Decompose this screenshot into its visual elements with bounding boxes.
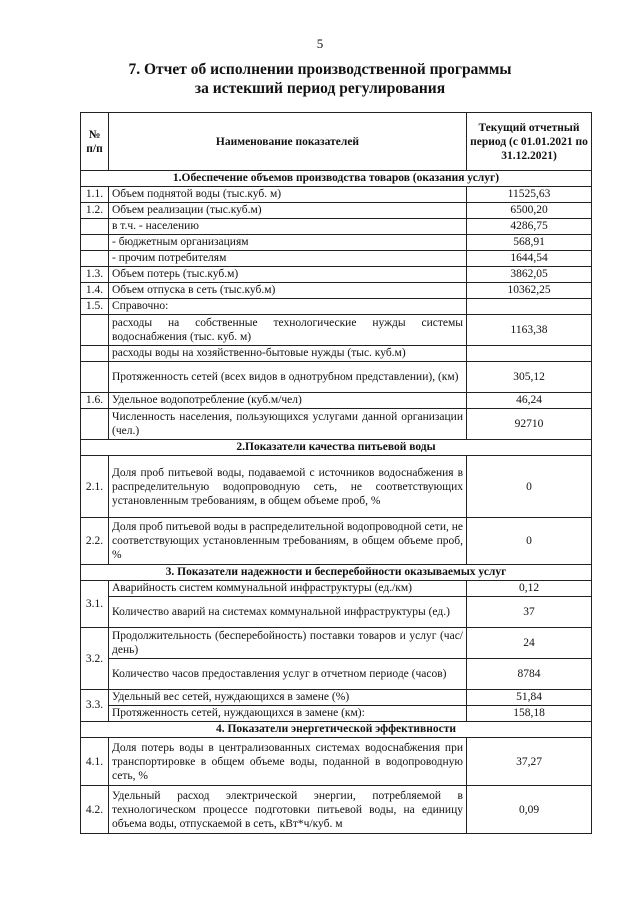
row-name: расходы воды на хозяйственно-бытовые нужды (тыс. куб.м) — [109, 346, 467, 362]
row-value: 1644,54 — [467, 251, 592, 267]
row-value: 0,12 — [467, 581, 592, 597]
row-name: расходы на собственные технологические нужды системы водоснабжения (тыс. куб. м) — [109, 315, 467, 346]
row-num — [81, 235, 109, 251]
row-name: Объем поднятой воды (тыс.куб. м) — [109, 187, 467, 203]
row-num: 4.1. — [81, 738, 109, 786]
row-value: 0,09 — [467, 786, 592, 834]
row-value: 11525,63 — [467, 187, 592, 203]
row-name: Количество часов предоставления услуг в отчетном периоде (часов) — [109, 659, 467, 690]
row-value: 158,18 — [467, 706, 592, 722]
row-num — [81, 219, 109, 235]
row-num: 1.3. — [81, 267, 109, 283]
row-value: 3862,05 — [467, 267, 592, 283]
row-name: Справочно: — [109, 299, 467, 315]
row-value: 51,84 — [467, 690, 592, 706]
section-3-title: 3. Показатели надежности и бесперебойности оказываемых услуг — [81, 565, 592, 581]
row-name: - прочим потребителям — [109, 251, 467, 267]
row-value: 37,27 — [467, 738, 592, 786]
table-row — [81, 219, 592, 235]
row-num: 4.2. — [81, 786, 109, 834]
row-value: 568,91 — [467, 235, 592, 251]
row-value: 10362,25 — [467, 283, 592, 299]
row-num: 1.4. — [81, 283, 109, 299]
section-4-title: 4. Показатели энергетической эффективности — [81, 722, 592, 738]
row-num — [81, 362, 109, 393]
document-title — [0, 60, 640, 98]
row-name: Количество аварий на системах коммунальной инфраструктуры (ед.) — [109, 597, 467, 628]
section-row — [81, 722, 592, 738]
row-num — [81, 315, 109, 346]
table-row — [81, 362, 592, 393]
row-num: 3.3. — [81, 690, 109, 722]
table-row — [81, 235, 592, 251]
table-header-row — [81, 113, 592, 171]
row-name: в т.ч. - населению — [109, 219, 467, 235]
row-name: Объем отпуска в сеть (тыс.куб.м) — [109, 283, 467, 299]
row-num: 2.2. — [81, 518, 109, 565]
table-row — [81, 456, 592, 518]
table-row — [81, 346, 592, 362]
section-1-title: 1.Обеспечение объемов производства товаров (оказания услуг) — [81, 171, 592, 187]
section-row — [81, 565, 592, 581]
row-num: 1.2. — [81, 203, 109, 219]
row-num: 1.6. — [81, 393, 109, 409]
table-row — [81, 786, 592, 834]
row-value: 4286,75 — [467, 219, 592, 235]
report-table — [80, 112, 592, 834]
table-row — [81, 393, 592, 409]
row-num: 1.1. — [81, 187, 109, 203]
row-num — [81, 346, 109, 362]
section-row — [81, 440, 592, 456]
row-value: 1163,38 — [467, 315, 592, 346]
row-num: 3.1. — [81, 581, 109, 628]
row-name: Протяженность сетей, нуждающихся в замене (км): — [109, 706, 467, 722]
row-name: Доля потерь воды в централизованных системах водоснабжения при транспортировке в общем объеме воды, поданной в водопроводную сеть, % — [109, 738, 467, 786]
row-name: Доля проб питьевой воды, подаваемой с источников водоснабжения в распределительную водопроводную сеть, не соответствующих установленным требованиям, в общем объеме проб, % — [109, 456, 467, 518]
header-period: Текущий отчетный период (с 01.01.2021 по 31.12.2021) — [467, 113, 592, 171]
row-name: Численность населения, пользующихся услугами данной организации (чел.) — [109, 409, 467, 440]
table-row — [81, 409, 592, 440]
title-line-2: за истекший период регулирования — [194, 80, 446, 97]
row-value: 24 — [467, 628, 592, 659]
table-row — [81, 315, 592, 346]
row-num: 2.1. — [81, 456, 109, 518]
table-row — [81, 299, 592, 315]
row-name: Продолжительность (бесперебойность) поставки товаров и услуг (час/день) — [109, 628, 467, 659]
row-num — [81, 251, 109, 267]
table-row — [81, 628, 592, 659]
row-name: Удельный вес сетей, нуждающихся в замене (%) — [109, 690, 467, 706]
row-name: Объем реализации (тыс.куб.м) — [109, 203, 467, 219]
table-row — [81, 581, 592, 597]
row-num: 1.5. — [81, 299, 109, 315]
row-name: Объем потерь (тыс.куб.м) — [109, 267, 467, 283]
row-name: - бюджетным организациям — [109, 235, 467, 251]
row-value: 0 — [467, 518, 592, 565]
row-value: 92710 — [467, 409, 592, 440]
table-row — [81, 203, 592, 219]
row-value — [467, 299, 592, 315]
table-row — [81, 659, 592, 690]
table-row — [81, 706, 592, 722]
row-name: Доля проб питьевой воды в распределительной водопроводной сети, не соответствующих установленным требованиям, в общем объеме проб, % — [109, 518, 467, 565]
page-number: 5 — [316, 36, 324, 51]
table-row — [81, 738, 592, 786]
row-value: 37 — [467, 597, 592, 628]
row-name: Протяженность сетей (всех видов в однотрубном представлении), (км) — [109, 362, 467, 393]
table-row — [81, 690, 592, 706]
table-row — [81, 283, 592, 299]
row-num: 3.2. — [81, 628, 109, 690]
row-value: 8784 — [467, 659, 592, 690]
section-2-title: 2.Показатели качества питьевой воды — [81, 440, 592, 456]
table-row — [81, 267, 592, 283]
row-value: 6500,20 — [467, 203, 592, 219]
table-row — [81, 187, 592, 203]
table-row — [81, 597, 592, 628]
section-row — [81, 171, 592, 187]
row-name: Удельное водопотребление (куб.м/чел) — [109, 393, 467, 409]
title-line-1: 7. Отчет об исполнении производственной программы — [128, 61, 512, 78]
row-value: 0 — [467, 456, 592, 518]
table-row — [81, 251, 592, 267]
row-value — [467, 346, 592, 362]
row-value: 305,12 — [467, 362, 592, 393]
row-name: Аварийность систем коммунальной инфраструктуры (ед./км) — [109, 581, 467, 597]
header-name: Наименование показателей — [109, 113, 467, 171]
row-name: Удельный расход электрической энергии, потребляемой в технологическом процессе подготовки питьевой воды, на единицу объема воды, отпускаемой в сеть, кВт*ч/куб. м — [109, 786, 467, 834]
row-value: 46,24 — [467, 393, 592, 409]
row-num — [81, 409, 109, 440]
table-row — [81, 518, 592, 565]
header-num: № п/п — [81, 113, 109, 171]
